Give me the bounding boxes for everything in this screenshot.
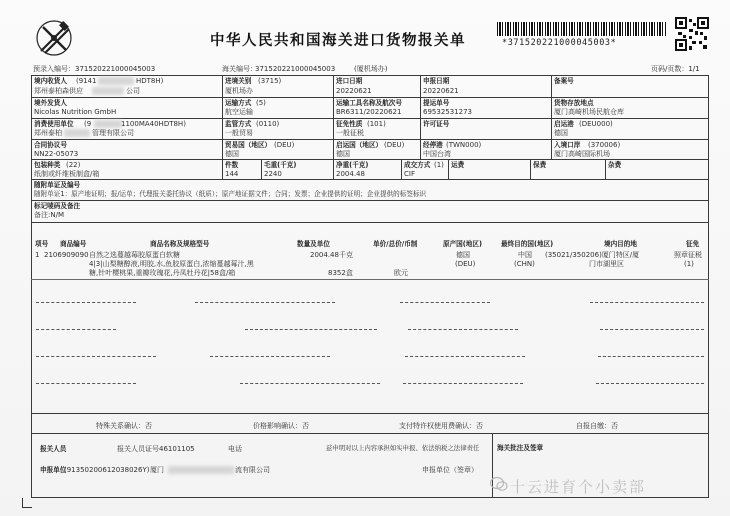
record-no-label: 备案号 xyxy=(554,77,574,85)
vessel-label: 运输工具名称及航次号 xyxy=(336,99,402,107)
misc-label: 杂费 xyxy=(608,161,622,169)
insurance-label: 保费 xyxy=(533,161,547,169)
bill-label: 提运单号 xyxy=(423,99,450,107)
redaction xyxy=(168,466,234,474)
stop-port-code: (TWN000) xyxy=(446,141,482,149)
dest-port-label: 启运港 xyxy=(554,120,574,128)
customs-no-value: 371520221000045003 xyxy=(255,65,336,73)
vessel-value: BR6311/20220621 xyxy=(336,108,402,116)
storage-label: 货物存放地点 xyxy=(554,99,594,107)
transport-value: 航空运输 xyxy=(225,108,253,116)
user-name: 郑州泰柏 xyxy=(34,129,62,137)
goods-name-line2: 4|3|山梨糖醇液,明胶,水,鱼胶原蛋白,浓缩蔓越莓汁,黑 xyxy=(89,260,254,268)
customs-emblem-icon xyxy=(33,17,75,59)
redaction xyxy=(92,87,124,95)
dest-port-code: (DEU000) xyxy=(579,120,613,128)
goods-qty-line2: 8352盒 xyxy=(328,269,353,277)
deal-code: (1) xyxy=(434,161,444,169)
goods-code: 2106909090 xyxy=(44,251,89,259)
pieces-value: 144 xyxy=(225,170,239,178)
bill-value: 69532531273 xyxy=(423,108,472,116)
declarant-cert: 报关人员证号46101105 xyxy=(117,445,195,453)
supervision-label: 监管方式 xyxy=(225,120,252,128)
barcode xyxy=(497,22,667,36)
transport-code: (5) xyxy=(256,99,266,107)
contract-label: 合同协议号 xyxy=(34,141,67,149)
price-influence: 价格影响确认：否 xyxy=(253,422,309,430)
goods-header-price: 单价/总价/币制 xyxy=(373,240,418,248)
port-value: 厦机场办 xyxy=(225,87,253,95)
net-value: 2004.48 xyxy=(336,170,365,178)
page-indicator: 页码/页数：1/1 xyxy=(651,65,700,73)
consignee-label: 境内收货人 xyxy=(34,77,67,85)
qr-code-icon xyxy=(675,17,709,51)
overseas-label: 境外发货人 xyxy=(34,99,67,107)
watermark: 十云进育个小卖部 xyxy=(510,478,647,496)
entry-port-code: (370006) xyxy=(588,141,621,149)
goods-header-domestic-dest: 境内目的地 xyxy=(604,240,637,248)
redaction xyxy=(64,129,90,137)
goods-final-dest-code: (CHN) xyxy=(514,260,535,268)
origin-country-label: 启运国（地区） xyxy=(336,141,383,149)
trade-country-code: (DEU) xyxy=(274,141,295,149)
storage-value: 厦门高崎机场民航仓库 xyxy=(554,108,624,116)
deal-label: 成交方式 xyxy=(404,161,431,169)
goods-currency: 欧元 xyxy=(394,269,408,277)
barcode-number: *371520221000045003* xyxy=(502,38,617,48)
user-name-tail: 管理有限公司 xyxy=(92,129,134,137)
entry-port-value: 厦门高崎国际机场 xyxy=(554,150,610,158)
contract-value: NN22-05073 xyxy=(34,150,79,158)
goods-exemption-line1: 照章征税 xyxy=(674,251,702,259)
goods-seq: 1 xyxy=(35,251,40,259)
goods-header-code: 商品编号 xyxy=(60,240,87,248)
goods-header-qty: 数量及单位 xyxy=(297,240,330,248)
port-code: (3715) xyxy=(258,77,282,85)
seal-label: 申报单位（签章） xyxy=(422,466,478,474)
goods-exemption-line2: (1) xyxy=(684,260,694,268)
declare-unit-name: 厦门 xyxy=(150,466,164,474)
goods-header-name: 商品名称及规格型号 xyxy=(150,240,210,248)
package-label: 包装种类 xyxy=(34,161,61,169)
customs-office: (厦机场办) xyxy=(354,65,388,73)
consignee-name-tail: 公司 xyxy=(126,87,140,95)
docs-value: 随附单证1：原产地证明；报/运单；代理报关委托协议（纸质）；原产地证据文件；合同；发票；企业提供的证明；企业提供的标签标识 xyxy=(34,190,427,198)
goods-domestic-dest-line2: 门市湖里区 xyxy=(589,260,624,268)
redaction xyxy=(98,77,134,85)
package-value: 纸制或纤维板制盒/箱 xyxy=(34,170,100,178)
trade-country-value: 德国 xyxy=(225,150,239,158)
user-label: 消费使用单位 xyxy=(34,120,74,128)
trade-country-label: 贸易国（地区） xyxy=(225,141,272,149)
goods-header-final-dest: 最终目的国(地区) xyxy=(501,240,554,248)
gross-value: 2240 xyxy=(264,170,282,178)
form-title: 中华人民共和国海关进口货物报关单 xyxy=(210,32,466,49)
port-label: 进境关别 xyxy=(225,77,252,85)
declare-unit-label: 申报单位 xyxy=(40,466,67,474)
goods-final-dest: 中国 xyxy=(518,251,532,259)
freight-label: 运费 xyxy=(451,161,465,169)
consignee-name: 郑州泰柏森供应 xyxy=(34,87,83,95)
supervision-code: (0110) xyxy=(256,120,280,128)
royalty: 支付特许权使用费确认：否 xyxy=(399,422,483,430)
declare-date: 20220621 xyxy=(423,87,459,95)
gross-label: 毛重(千克) xyxy=(264,161,297,169)
consignee-code-tail: HDT8H) xyxy=(136,77,164,85)
levy-code: (101) xyxy=(367,120,386,128)
customs-note: 海关批注及签章 xyxy=(497,444,544,452)
phone-label: 电话 xyxy=(228,445,242,453)
transport-label: 运输方式 xyxy=(225,99,252,107)
remarks-value: 备注:N/M xyxy=(34,211,64,219)
consignee-code: (9141 xyxy=(76,77,97,85)
user-code-tail: 1100MA40HDT8H) xyxy=(121,120,186,128)
stop-port-value: 中国台湾 xyxy=(423,150,451,158)
pre-entry-value: 371520221000045003 xyxy=(75,65,156,73)
goods-name-line1: 自然之选蔓越莓胶原蛋白软糖 xyxy=(89,251,180,259)
overseas-value: Nicolas Nutrition GmbH xyxy=(34,108,117,116)
declare-unit-code: (91350200612038026Y) xyxy=(64,466,150,474)
goods-origin-code: (DEU) xyxy=(455,260,476,268)
statement: 兹申明对以上内容承担如实申报、依法纳税之法律责任 xyxy=(326,444,480,452)
package-code: (22) xyxy=(66,161,81,169)
declare-unit-tail: 流有限公司 xyxy=(235,466,270,474)
pieces-label: 件数 xyxy=(225,161,239,169)
declarant-label: 报关人员 xyxy=(40,445,67,453)
origin-country-value: 德国 xyxy=(336,150,350,158)
levy-label: 征免性质 xyxy=(336,120,363,128)
import-date-label: 进口日期 xyxy=(336,77,363,85)
docs-label: 随附单证及编号 xyxy=(34,181,81,189)
goods-domestic-dest-line1: (35021/350206)厦门特区/厦 xyxy=(545,251,640,259)
redaction xyxy=(94,120,122,128)
self-pay: 自报自缴：否 xyxy=(576,422,618,430)
deal-value: CIF xyxy=(404,170,415,178)
declare-date-label: 申报日期 xyxy=(423,77,450,85)
license-label: 许可证号 xyxy=(423,120,450,128)
entry-port-label: 入境口岸 xyxy=(554,141,581,149)
special-relation: 特殊关系确认：否 xyxy=(96,422,152,430)
customs-no-label: 海关编号： xyxy=(222,65,257,73)
corner-mark xyxy=(22,498,32,508)
import-date: 20220621 xyxy=(336,87,372,95)
user-code: (9 xyxy=(84,120,92,128)
dest-port-value: 德国 xyxy=(554,129,568,137)
pre-entry-label: 预录入编号： xyxy=(33,65,75,73)
stop-port-label: 经停港 xyxy=(423,141,443,149)
remarks-label: 标记唛码及备注 xyxy=(34,202,81,210)
net-label: 净重(千克) xyxy=(336,161,369,169)
wechat-icon xyxy=(490,476,508,492)
goods-qty-line1: 2004.48千克 xyxy=(310,251,353,259)
goods-header-seq: 项号 xyxy=(35,240,49,248)
goods-origin: 德国 xyxy=(456,251,470,259)
supervision-value: 一般贸易 xyxy=(225,129,253,137)
goods-header-exemption: 征免 xyxy=(686,240,700,248)
levy-value: 一般征税 xyxy=(336,129,364,137)
goods-name-line3: 糖,针叶樱桃果,重瓣玫瑰花,丹凤牡丹花|58盒/箱 xyxy=(89,269,236,277)
origin-country-code: (DEU) xyxy=(384,141,405,149)
goods-header-origin: 原产国(地区) xyxy=(443,240,482,248)
